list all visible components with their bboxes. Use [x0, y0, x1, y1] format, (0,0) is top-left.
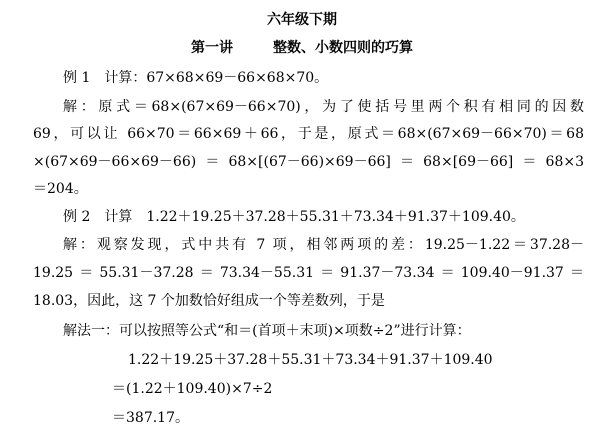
example1-solution-line1: 解：原式＝68×(67×69－66×70)，为了使括号里两个积有相同的因数 [63, 99, 584, 115]
example2-solution-line1: 解：观察发现，式中共有 7 项，相邻两项的差：19.25－1.22＝37.28－ [63, 237, 584, 253]
example2-question: 例 2 计算 1.22＋19.25＋37.28＋55.31＋73.34＋91.37＋109.40。 [63, 209, 525, 225]
calc-line2: ＝(1.22＋109.40)×7÷2 [112, 381, 273, 397]
example2-method1: 解法一：可以按照等公式“和＝(首项＋末项)×项数÷2”进行计算： [63, 323, 471, 339]
lesson-title: 整数、小数四则的巧算 [273, 40, 413, 56]
example1-solution-line2: 69，可以让 66×70＝66×69＋66，于是，原式＝68×(67×69－66×70)＝68 [33, 126, 584, 142]
example2-solution-line2: 19.25＝55.31－37.28＝73.34－55.31＝91.37－73.34＝109.40－91.37＝ [33, 265, 584, 281]
example1-solution-line3: ×(67×69－66×69－66)＝68×[(67－66)×69－66]＝68×[69－66]＝68×3 [33, 154, 584, 170]
calc-line1: 1.22＋19.25＋37.28＋55.31＋73.34＋91.37＋109.40 [128, 352, 493, 368]
example1-question: 例 1 计算：67×68×69－66×68×70。 [63, 70, 329, 86]
grade-title: 六年级下期 [267, 12, 337, 28]
calc-line3: ＝387.17。 [112, 410, 189, 426]
example2-solution-line3: 18.03，因此，这 7 个加数恰好组成一个等差数列，于是 [33, 293, 385, 309]
lesson-heading [0, 38, 604, 58]
example1-solution-line4: ＝204。 [33, 181, 88, 197]
lesson-label: 第一讲 [191, 40, 233, 56]
